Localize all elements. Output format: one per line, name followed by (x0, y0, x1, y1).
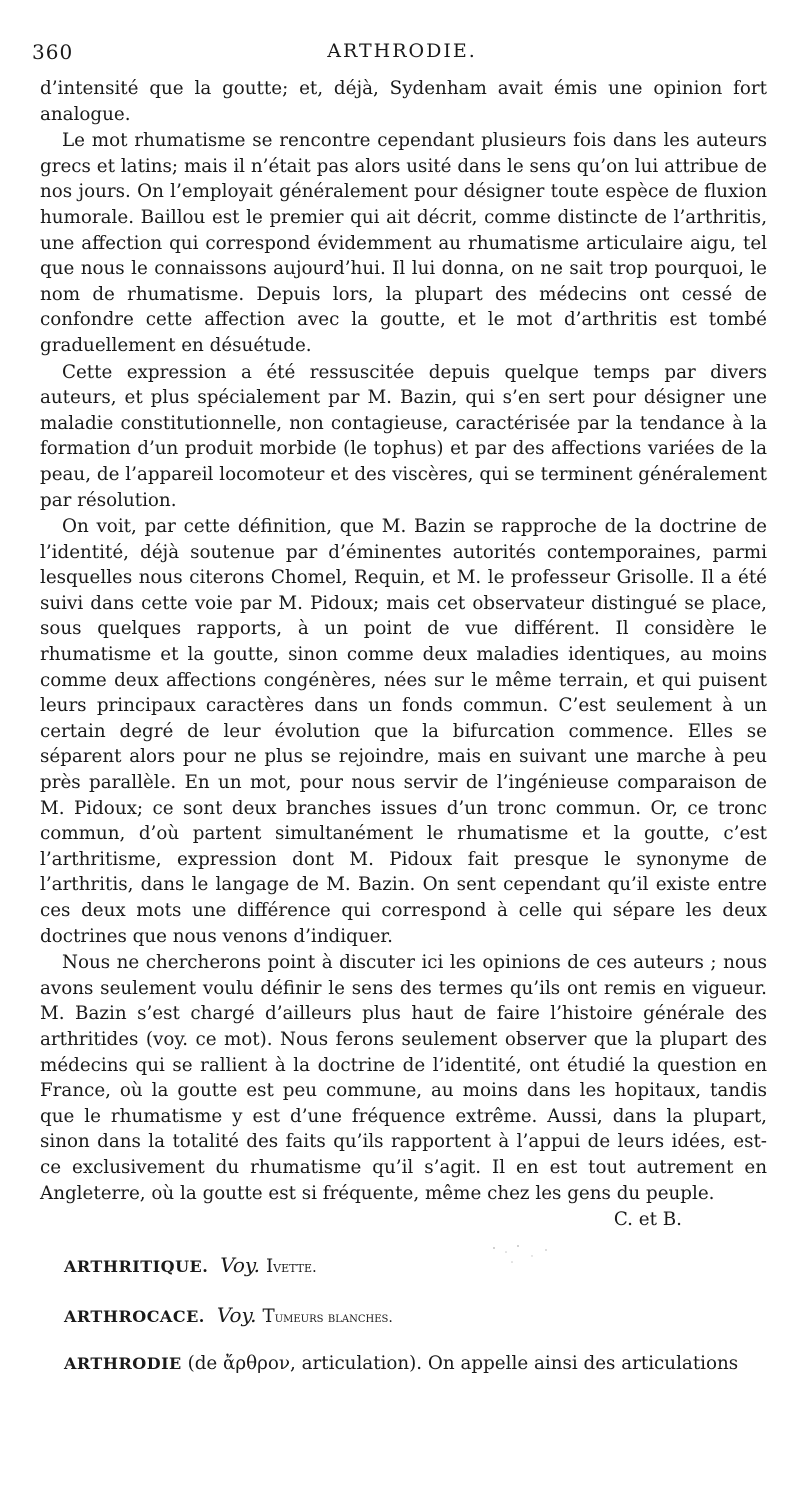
paragraph-4: On voit, par cette définition, que M. Bazin se rapproche de la doctrine de l’identité, déjà soutenue par d’éminentes autorités contemporaines, parmi lesquelles nous citerons Chomel, Requin, et M. le professeur Grisolle. Il a été suivi dans cette voie par M. Pidoux; mais cet observateur distingué se place, sous quelques rapports, à un point de vue différent. Il considère le rhumatisme et la goutte, sinon comme deux maladies identiques, au moins comme deux affections congénères, nées sur le même terrain, et qui puisent leurs principaux caractères dans un fonds commun. C’est seulement à un certain degré de leur évolution que la bifurcation commence. Elles se séparent alors pour ne plus se rejoindre, mais en suivant une marche à peu près parallèle. En un mot, pour nous servir de l’ingénieuse comparaison de M. Pidoux; ce sont deux branches issues d’un tronc commun. Or, ce tronc commun, d’où partent simultanément le rhumatisme et la goutte, c’est l’arthritisme, expression dont M. Pidoux fait presque le synonyme de l’arthritis, dans le langage de M. Bazin. On sent cependant qu’il existe entre ces deux mots une différence qui correspond à celle qui sépare les deux doctrines que nous venons d’indiquer. (40, 516, 767, 947)
paragraph-1: d’intensité que la goutte; et, déjà, Sydenham avait émis une opinion fort analogue. (40, 78, 767, 125)
signature-line (40, 1207, 767, 1233)
article-body (40, 76, 767, 1233)
entry-arthrocace (64, 1303, 774, 1327)
voy-reference: Voy. (216, 1303, 257, 1327)
cross-reference[interactable]: Tumeurs blanches. (262, 1306, 393, 1327)
voy-reference: Voy. (220, 1253, 260, 1277)
author-signature: C. et B. (613, 1209, 682, 1231)
paragraph-3: Cette expression a été ressuscitée depuis quelque temps par divers auteurs, et plus spécialement par M. Bazin, qui s’en sert pour désigner une maladie constitutionnelle, non contagieuse, caractérisée par la tendance à la formation d’un produit morbide (le tophus) et par des affections variées de la peau, de l’appareil locomoteur et des viscères, qui se terminent généralement par résolution. (40, 361, 767, 511)
entry-arthritique (64, 1253, 774, 1277)
paragraph-2: Le mot rhumatisme se rencontre cependant plusieurs fois dans les auteurs grecs et latins; mais il n’était pas alors usité dans le sens qu’on lui attribue de nos jours. On l’employait généralement pour désigner toute espèce de fluxion humorale. Baillou est le premier qui ait décrit, comme distincte de l’arthritis, une affection qui correspond évidemment au rhumatisme articulaire aigu, tel que nous le connaissons aujourd’hui. Il lui donna, on ne sait trop pourquoi, le nom de rhumatisme. Depuis lors, la plupart des médecins ont cessé de confondre cette affection avec la goutte, et le mot d’arthritis est tombé graduellement en désuétude. (40, 130, 767, 356)
entry-headword: ARTHRODIE (64, 1354, 182, 1373)
entry-arthrodie (64, 1353, 774, 1374)
cross-reference[interactable]: Ivette. (265, 1256, 317, 1277)
entry-headword: ARTHROCACE. (64, 1307, 205, 1326)
running-title: ARTHRODIE. (327, 40, 477, 62)
entry-definition: (de ἄρθρον, articulation). On appelle ainsi des articulations (187, 1353, 739, 1374)
dictionary-entries (64, 1253, 774, 1400)
page-header (32, 40, 772, 70)
paragraph-5: Nous ne chercherons point à discuter ici les opinions de ces auteurs ; nous avons seulement voulu définir le sens des termes qu’ils ont remis en vigueur. M. Bazin s’est chargé d’ailleurs plus haut de faire l’histoire générale des arthritides (voy. ce mot). Nous ferons seulement observer que la plupart des médecins qui se rallient à la doctrine de l’identité, ont étudié la question en France, où la goutte est peu commune, au moins dans les hopitaux, tandis que le rhumatisme y est d’une fréquence extrême. Aussi, dans la plupart, sinon dans la totalité des faits qu’ils rapportent à l’appui de leurs idées, est-ce exclusivement du rhumatisme qu’il s’agit. Il en est tout autrement en Angleterre, où la goutte est si fréquente, même chez les gens du peuple. (40, 952, 767, 1204)
page-number: 360 (32, 40, 74, 64)
entry-headword: ARTHRITIQUE. (64, 1257, 209, 1276)
